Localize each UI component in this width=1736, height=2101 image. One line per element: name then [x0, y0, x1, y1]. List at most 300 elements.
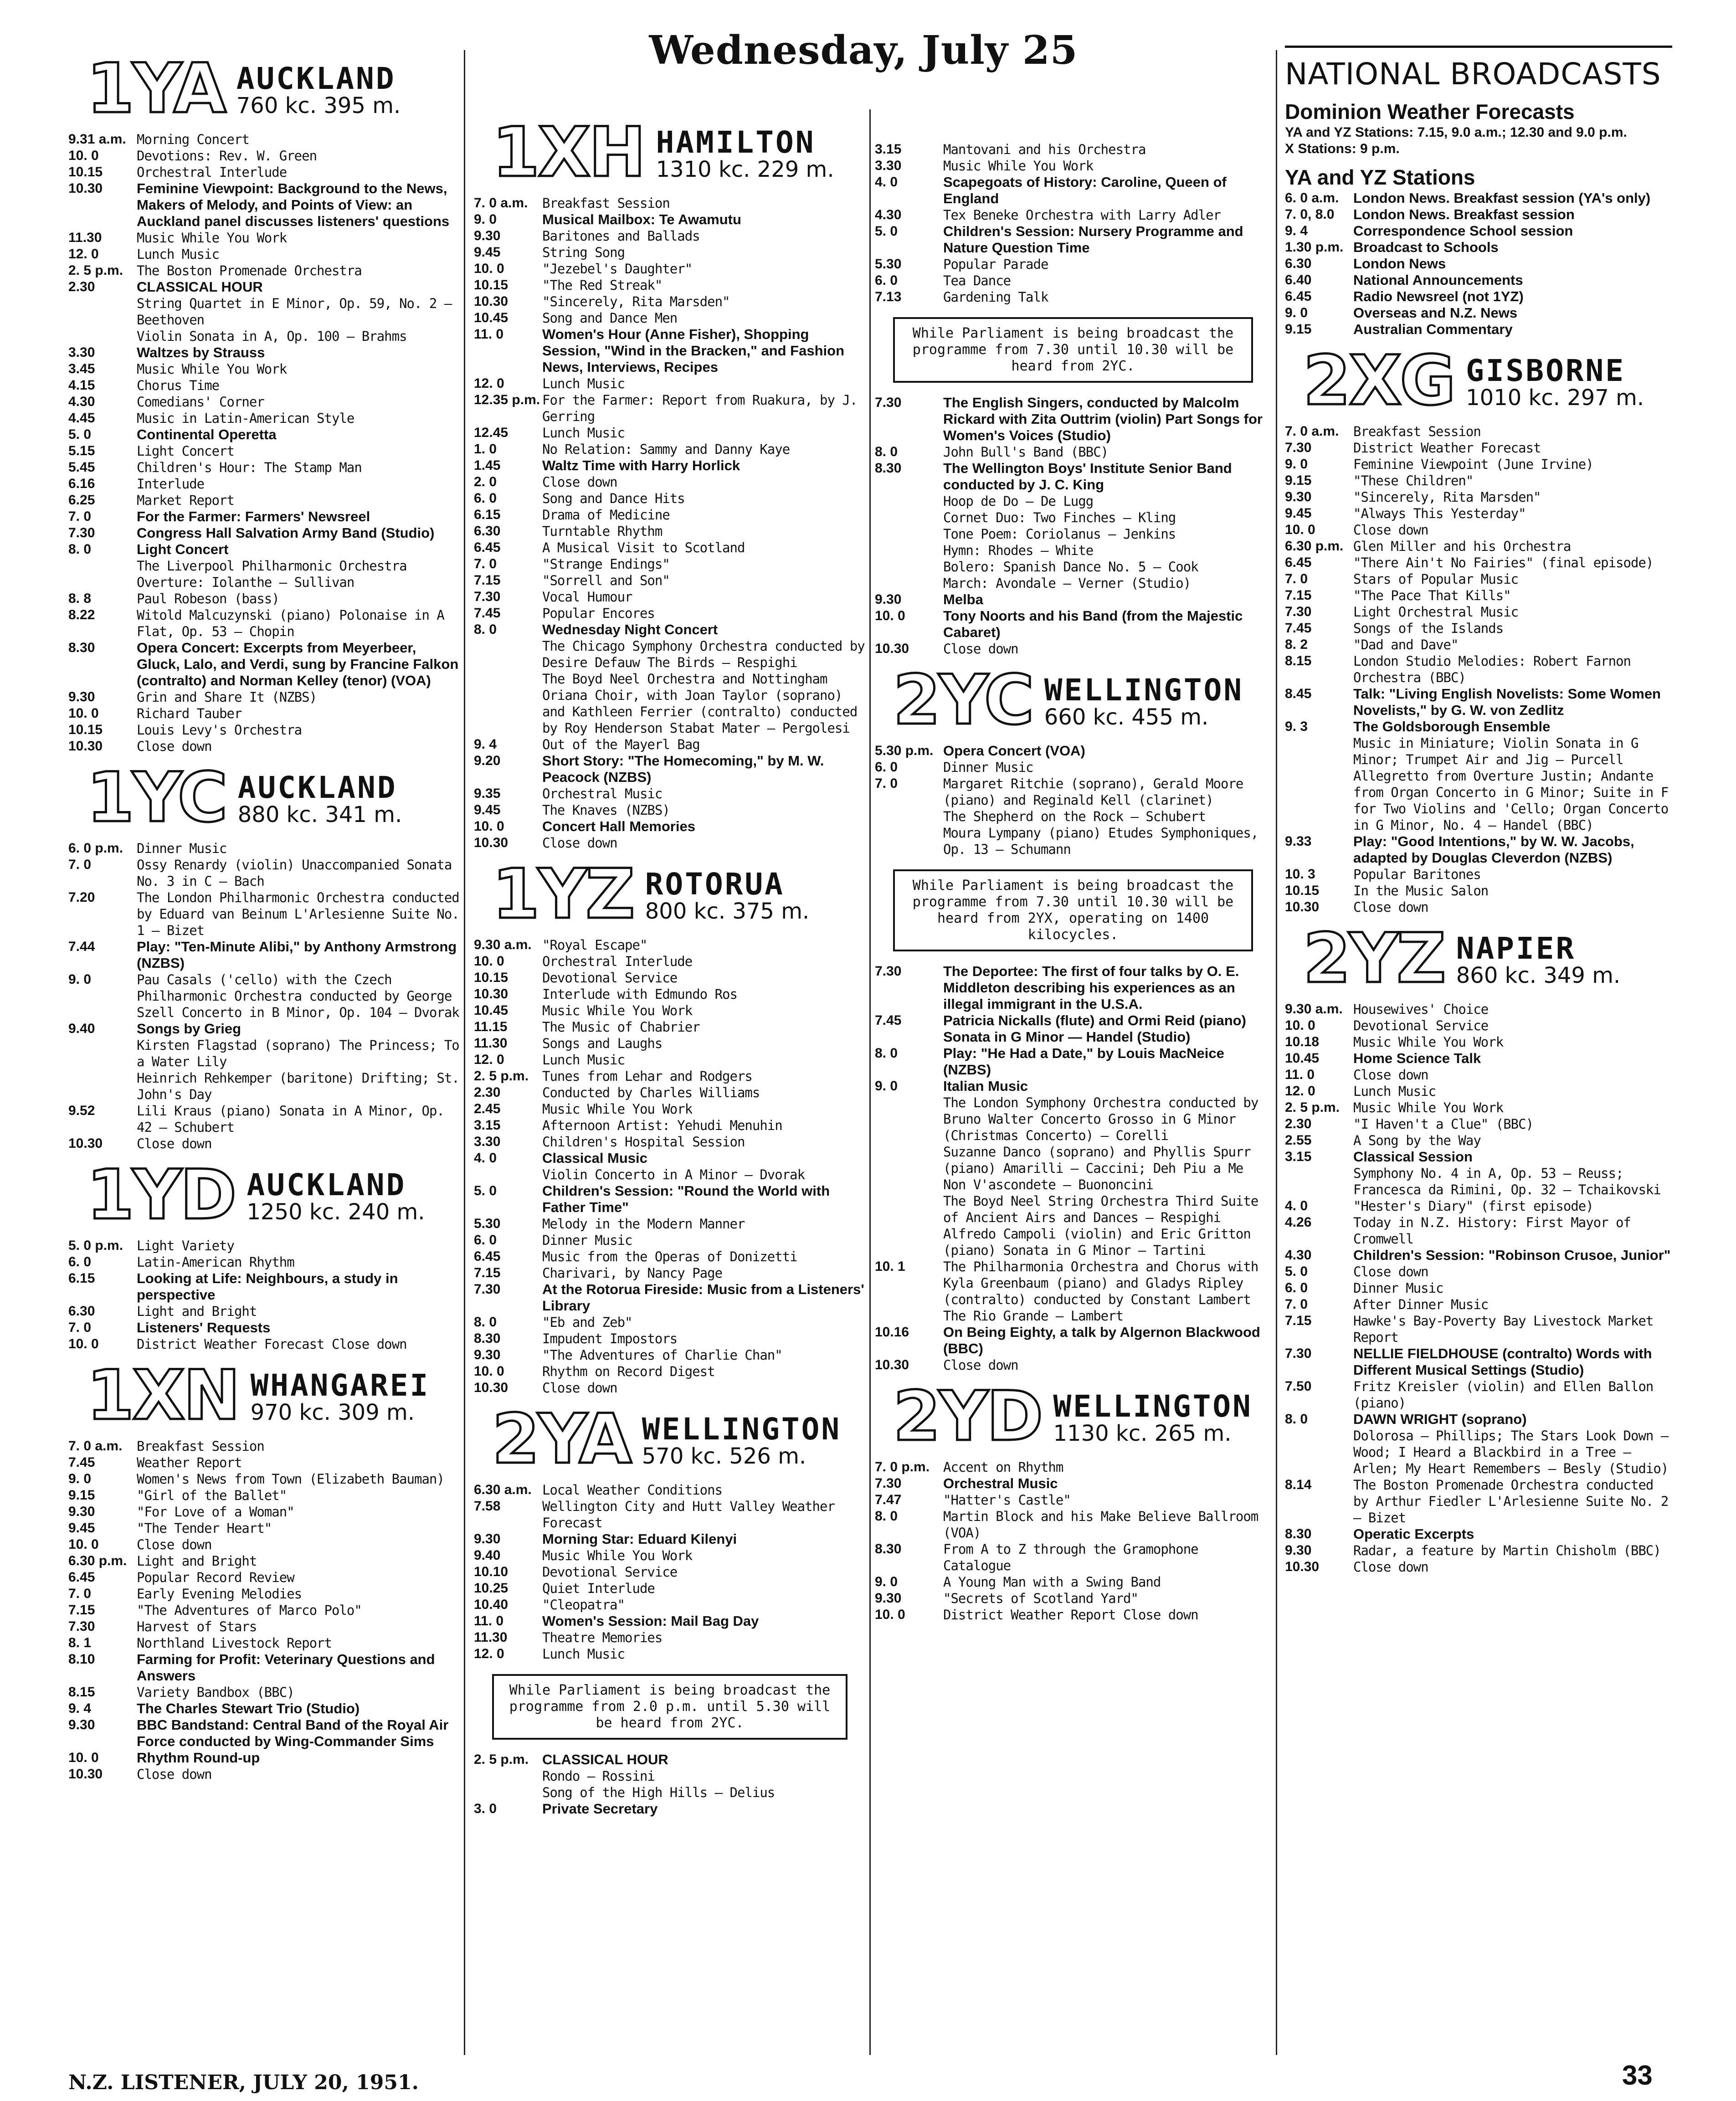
programme-title: Devotional Service — [542, 1564, 678, 1580]
programme-entry — [875, 223, 1271, 256]
programme-entry — [474, 835, 866, 851]
programme-time: 10.16 — [875, 1325, 909, 1340]
programme-entry — [474, 937, 866, 953]
programme-time: 4.30 — [875, 207, 902, 222]
programme-entry — [1285, 555, 1672, 571]
programme-title: Stars of Popular Music — [1353, 571, 1519, 587]
programme-entry — [875, 460, 1271, 493]
programme-title: Orchestral Interlude — [542, 954, 693, 969]
programme-entry — [1285, 1559, 1672, 1575]
programme-title: Moura Lympany (piano) Etudes Symphoniques, Op. 13 — Schumann — [943, 825, 1258, 857]
programme-title: Devotional Service — [1353, 1018, 1489, 1033]
programme-title: Continental Operetta — [137, 426, 277, 442]
programme-entry — [875, 395, 1271, 444]
programme-entry — [875, 1259, 1271, 1324]
programme-title: Dinner Music — [1353, 1280, 1443, 1296]
station-frequency: 1250 kc. 240 m. — [247, 1199, 425, 1225]
programme-entry — [474, 1498, 866, 1531]
programme-time: 11.15 — [474, 1019, 508, 1034]
programme-title: Lunch Music — [542, 376, 625, 391]
programme-entry — [1285, 653, 1672, 686]
programme-title: Close down — [1353, 1264, 1428, 1279]
programme-title: "Sincerely, Rita Marsden" — [542, 294, 730, 309]
programme-time: 7.15 — [474, 573, 501, 588]
programme-time: 9. 3 — [1285, 719, 1308, 734]
programme-title: Women's Session: Mail Bag Day — [542, 1613, 759, 1629]
programme-title: Melody in the Modern Manner — [542, 1216, 745, 1232]
programme-entry — [474, 211, 866, 228]
station-callsign: 1XN — [87, 1356, 239, 1435]
programme-entry — [474, 1613, 866, 1629]
programme-entry — [474, 507, 866, 523]
programme-time: 10.30 — [68, 1767, 103, 1782]
national-entry — [1285, 305, 1672, 321]
programme-time: 9. 0 — [875, 1079, 898, 1094]
programme-time: 6.30 a.m. — [474, 1482, 532, 1497]
programme-entry — [474, 1330, 866, 1347]
programme-time — [474, 671, 542, 736]
programme-title: Violin Sonata in A, Op. 100 — Brahms — [137, 329, 407, 344]
programme-entry — [474, 1265, 866, 1281]
programme-entry — [875, 825, 1271, 858]
programme-time: 7.30 — [474, 1282, 501, 1297]
station-city: AUCKLAND — [247, 1167, 406, 1202]
programme-title: Light Concert — [137, 443, 234, 459]
station-callsign: 2YC — [893, 661, 1032, 740]
programme-entry — [875, 808, 1271, 825]
programme-time: 10.30 — [875, 641, 909, 656]
programme-entry — [474, 1768, 866, 1784]
programme-time: 5. 0 — [875, 224, 898, 239]
programme-time: 6.15 — [68, 1271, 95, 1286]
programme-time: 9.30 — [68, 1717, 95, 1732]
programme-title: Devotions: Rev. W. Green — [137, 148, 317, 164]
programme-title: Children's Session: Nursery Programme and Nature Question Time — [943, 223, 1243, 256]
programme-time: 12.45 — [474, 425, 508, 440]
programme-time: 9.30 — [474, 228, 501, 243]
programme-time: 6.30 p.m. — [1285, 539, 1344, 554]
programme-title: Light and Bright — [137, 1553, 257, 1569]
programme-entry — [1285, 1280, 1672, 1296]
programme-title: Women's Hour (Anne Fisher), Shopping Session, "Wind in the Bracken," and Fashion News, Interviews, Recipes — [542, 326, 845, 375]
programme-entry — [474, 1166, 866, 1183]
programme-time: 10. 0 — [68, 148, 99, 163]
programme-time — [68, 328, 137, 344]
programme-time: 9.30 — [474, 1531, 501, 1546]
programme-time: 5. 0 — [474, 1183, 497, 1198]
programme-entry — [68, 476, 460, 492]
station-callsign: 2YA — [492, 1400, 630, 1479]
station-header — [87, 1356, 460, 1435]
programme-title: The Music of Chabrier — [542, 1019, 700, 1035]
programme-time: 2. 5 p.m. — [68, 263, 123, 278]
station-frequency: 970 kc. 309 m. — [250, 1400, 415, 1425]
programme-entry — [474, 622, 866, 638]
programme-entry — [474, 1314, 866, 1330]
programme-time: 7.45 — [68, 1455, 95, 1470]
programme-entry — [1285, 866, 1672, 883]
programme-entry — [474, 277, 866, 293]
programme-entry — [68, 1021, 460, 1037]
programme-time — [875, 1193, 943, 1226]
programme-time: 6.30 p.m. — [68, 1553, 127, 1568]
programme-entry — [875, 759, 1271, 776]
station-info — [1053, 1389, 1253, 1451]
programme-title: Children's Session: "Round the World with Father Time" — [542, 1183, 830, 1215]
programme-time: 6.25 — [68, 493, 95, 508]
programme-title: Harvest of Stars — [137, 1619, 257, 1634]
programme-time — [875, 542, 943, 559]
programme-time: 3.30 — [474, 1134, 501, 1149]
programme-time: 8. 0 — [474, 622, 497, 637]
programme-entry — [875, 1045, 1271, 1078]
programme-time: 3.30 — [68, 345, 95, 360]
programme-time: 10. 0 — [1285, 1018, 1315, 1033]
programme-title: Conducted by Charles Williams — [542, 1085, 760, 1100]
programme-entry — [474, 1531, 866, 1547]
programme-title: Close down — [1353, 1559, 1428, 1575]
programme-time: 10. 1 — [875, 1259, 905, 1274]
programme-title: Children's Hour: The Stamp Man — [137, 460, 362, 475]
programme-entry — [474, 818, 866, 835]
programme-title: Close down — [1353, 899, 1428, 915]
station-header — [87, 1156, 460, 1235]
programme-title: Tea Dance — [943, 273, 1011, 288]
programme-entry — [474, 1482, 866, 1498]
programme-title: Rhythm Round-up — [137, 1750, 260, 1766]
programme-entry — [474, 638, 866, 671]
programme-time: 7. 0 — [68, 1320, 92, 1335]
programme-time: 2.30 — [474, 1085, 501, 1100]
programme-title: Orchestral Music — [542, 786, 663, 801]
programme-time — [1285, 1428, 1353, 1477]
station-info — [642, 1414, 841, 1474]
programme-entry — [68, 541, 460, 558]
programme-title: Afternoon Artist: Yehudi Menuhin — [542, 1118, 782, 1133]
parliament-notice: While Parliament is being broadcast the programme from 7.30 until 10.30 will be heard from 2YX, operating on 1400 kilocycles. — [893, 869, 1253, 951]
programme-title: London Studio Melodies: Robert Farnon Orchestra (BBC) — [1353, 653, 1631, 685]
station-city: WELLINGTON — [642, 1412, 842, 1447]
programme-title: At the Rotorua Fireside: Music from a Listeners' Library — [542, 1281, 864, 1314]
programme-time: 8. 0 — [875, 1509, 898, 1524]
programme-time: 7.15 — [1285, 588, 1312, 603]
programme-time: 9.35 — [474, 786, 501, 801]
programme-time: 12. 0 — [474, 1052, 504, 1067]
programme-entry — [1285, 1411, 1672, 1428]
programme-title: Devotional Service — [542, 970, 678, 986]
programme-entry — [875, 1094, 1271, 1144]
programme-title: Popular Record Review — [137, 1570, 294, 1585]
programme-title: Australian Commentary — [1353, 321, 1513, 337]
programme-title: Popular Encores — [542, 606, 655, 621]
programme-time: 10.25 — [474, 1581, 508, 1596]
programme-time: 9.31 a.m. — [68, 132, 126, 147]
programme-title: Baritones and Ballads — [542, 228, 700, 244]
programme-title: Feminine Viewpoint (June Irvine) — [1353, 457, 1593, 472]
programme-time: 7.30 — [875, 1476, 902, 1491]
programme-time: 10.15 — [68, 164, 103, 180]
page-number: 33 — [1622, 2060, 1653, 2091]
programme-time: 9. 0 — [474, 212, 497, 227]
station-frequency: 800 kc. 375 m. — [645, 899, 810, 924]
programme-entry — [68, 1103, 460, 1135]
programme-title: "For Love of a Woman" — [137, 1504, 294, 1520]
programme-entry — [1285, 1542, 1672, 1559]
programme-entry — [875, 963, 1271, 1012]
programme-title: Overseas and N.Z. News — [1353, 305, 1518, 321]
programme-entry — [68, 607, 460, 640]
programme-entry — [1285, 1017, 1672, 1034]
programme-time: 8. 0 — [1285, 1412, 1308, 1427]
national-entry — [1285, 206, 1672, 223]
programme-time: 10. 0 — [875, 608, 905, 623]
programme-time: 12. 0 — [474, 376, 504, 391]
programme-entry — [1285, 1132, 1672, 1149]
programme-title: Music in Miniature; Violin Sonata in G Minor; Trumpet Air and Jig — Purcell — [1353, 735, 1638, 767]
programme-time: 5.30 — [875, 257, 902, 272]
programme-title: Cornet Duo: Two Finches — Kling — [943, 510, 1176, 525]
programme-title: Alfredo Campoli (violin) and Eric Gritton (piano) Sonata in G Minor — Tartini — [943, 1226, 1251, 1258]
programme-time: 7.44 — [68, 939, 95, 954]
programme-title: Symphony No. 4 in A, Op. 53 — Reuss; Francesca da Rimini, Op. 32 — Tchaikovski — [1353, 1166, 1661, 1197]
programme-title: "Sorrell and Son" — [542, 573, 670, 588]
programme-title: "Always This Yesterday" — [1353, 506, 1526, 521]
programme-time: 5. 0 p.m. — [68, 1238, 123, 1253]
programme-time: 8.30 — [68, 640, 95, 655]
programme-entry — [875, 158, 1271, 174]
programme-title: Songs of the Islands — [1353, 621, 1504, 636]
programme-entry — [68, 1569, 460, 1586]
programme-time: 7.30 — [68, 1619, 95, 1634]
programme-time: 7. 0 — [1285, 1297, 1308, 1312]
programme-title: Northland Livestock Report — [137, 1635, 332, 1651]
programme-entry — [875, 1508, 1271, 1541]
programme-time: 8.30 — [875, 1541, 902, 1556]
programme-time: 7.30 — [1285, 1346, 1312, 1361]
programme-title: After Dinner Music — [1353, 1297, 1489, 1312]
programme-title: A Musical Visit to Scotland — [542, 540, 745, 555]
programme-entry — [68, 1320, 460, 1336]
programme-time: 8. 0 — [474, 1315, 497, 1330]
programme-entry — [1285, 489, 1672, 505]
programme-title: Quiet Interlude — [542, 1581, 655, 1596]
programme-title: The Knaves (NZBS) — [542, 802, 670, 818]
programme-entry — [1285, 1264, 1672, 1280]
programme-title: Market Report — [137, 493, 234, 508]
programme-time: 10.30 — [474, 835, 508, 850]
programme-entry — [68, 1037, 460, 1070]
programme-entry — [474, 441, 866, 457]
programme-title: BBC Bandstand: Central Band of the Royal Air Force conducted by Wing-Commander Sims — [137, 1717, 449, 1749]
programme-entry — [1285, 1116, 1672, 1132]
programme-entry — [875, 776, 1271, 808]
programme-time — [875, 1094, 943, 1144]
programme-time — [68, 1037, 137, 1070]
programme-time: 7.45 — [1285, 621, 1312, 636]
programme-title: Paul Robeson (bass) — [137, 591, 279, 606]
programme-time: 8.15 — [68, 1685, 95, 1700]
station-callsign: 1YC — [87, 758, 226, 837]
programme-entry — [875, 608, 1271, 641]
programme-entry — [68, 640, 460, 689]
programme-entry — [474, 1547, 866, 1564]
programme-time: 8.14 — [1285, 1477, 1312, 1492]
programme-entry — [875, 542, 1271, 559]
programme-entry — [875, 272, 1271, 289]
programme-time: 10.40 — [474, 1597, 508, 1612]
programme-entry — [68, 1520, 460, 1536]
programme-time: 10. 3 — [1285, 867, 1315, 882]
programme-title: Dinner Music — [137, 841, 227, 856]
programme-time: 12.35 p.m. — [474, 392, 540, 407]
programme-time: 6.30 — [68, 1304, 95, 1319]
programme-entry — [68, 1270, 460, 1303]
programme-title: Pau Casals ('cello) with the Czech Philharmonic Orchestra conducted by George Szell Concerto in B Minor, Op. 104 — Dvorak — [137, 972, 459, 1020]
programme-time: 2. 5 p.m. — [474, 1752, 529, 1767]
programme-title: Close down — [137, 1136, 212, 1151]
programme-entry — [1285, 440, 1672, 456]
programme-time: 4. 0 — [875, 175, 898, 190]
programme-entry — [68, 971, 460, 1021]
programme-title: Orchestral Music — [943, 1475, 1058, 1491]
programme-entry — [474, 228, 866, 244]
programme-title: Listeners' Requests — [137, 1320, 271, 1336]
programme-entry — [68, 1553, 460, 1569]
programme-time: 4.30 — [1285, 1248, 1312, 1263]
programme-title: Correspondence School session — [1353, 223, 1573, 239]
programme-title: "The Adventures of Marco Polo" — [137, 1603, 362, 1618]
programme-entry — [68, 394, 460, 410]
programme-entry — [1285, 473, 1672, 489]
station-callsign: 1YD — [87, 1156, 235, 1235]
national-entry — [1285, 190, 1672, 206]
programme-time: 10.30 — [474, 1380, 508, 1395]
programme-entry — [474, 605, 866, 622]
programme-title: Rondo — Rossini — [542, 1768, 655, 1784]
programme-title: Classical Music — [542, 1150, 647, 1166]
programme-time: 9.52 — [68, 1103, 95, 1118]
programme-time: 9.45 — [68, 1521, 95, 1536]
ya-yz-stations-title: YA and YZ Stations — [1285, 165, 1475, 189]
programme-time — [68, 295, 137, 328]
programme-entry — [1285, 522, 1672, 538]
programme-title: From A to Z through the Gramophone Catalogue — [943, 1541, 1198, 1573]
station-header — [1303, 919, 1672, 998]
programme-time: 6.30 — [1285, 256, 1312, 271]
programme-entry — [474, 802, 866, 818]
programme-entry — [68, 1766, 460, 1783]
programme-entry — [68, 705, 460, 722]
station-frequency: 1310 kc. 229 m. — [656, 157, 834, 182]
programme-title: Children's Session: "Robinson Crusoe, Junior" — [1353, 1247, 1671, 1263]
programme-entry — [1285, 899, 1672, 915]
programme-time: 10.45 — [474, 1003, 508, 1018]
programme-time: 6.40 — [1285, 272, 1312, 288]
programme-entry — [474, 1183, 866, 1216]
programme-title: Farming for Profit: Veterinary Questions and Answers — [137, 1651, 435, 1684]
programme-time: 7. 0 a.m. — [1285, 424, 1339, 439]
programme-entry — [1285, 587, 1672, 604]
programme-title: Broadcast to Schools — [1353, 239, 1499, 255]
page-title: Wednesday, July 25 — [649, 27, 1078, 73]
column-divider — [464, 50, 465, 2055]
programme-entry — [875, 1144, 1271, 1193]
programme-time: 12. 0 — [474, 1646, 504, 1661]
programme-entry — [68, 840, 460, 857]
programme-title: Morning Star: Eduard Kilenyi — [542, 1531, 737, 1547]
programme-time: 10. 0 — [68, 706, 99, 721]
programme-title: Accent on Rhythm — [943, 1459, 1063, 1475]
programme-title: London News. Breakfast session (YA's only) — [1353, 190, 1651, 206]
programme-title: "Secrets of Scotland Yard" — [943, 1591, 1138, 1606]
programme-time: 2.30 — [1285, 1116, 1312, 1131]
programme-title: Scapegoats of History: Caroline, Queen of England — [943, 174, 1227, 206]
programme-entry — [474, 244, 866, 261]
programme-time: 10.15 — [474, 970, 508, 985]
programme-time — [474, 638, 542, 671]
programme-title: Hawke's Bay-Poverty Bay Livestock Market Report — [1353, 1313, 1654, 1345]
programme-title: The Philharmonia Orchestra and Chorus with Kyla Greenbaum (piano) and Gladys Ripley (contralto) conducted by Constant Lambert The Rio Grande — Lambert — [943, 1259, 1258, 1324]
weather-forecasts-title: Dominion Weather Forecasts — [1285, 100, 1575, 123]
programme-title: Children's Hospital Session — [542, 1134, 745, 1150]
programme-title: Interlude — [137, 476, 205, 492]
programme-title: Music While You Work — [943, 158, 1094, 174]
station-city: GISBORNE — [1466, 353, 1626, 388]
programme-title: Private Secretary — [542, 1801, 658, 1817]
programme-entry — [1285, 735, 1672, 768]
programme-entry — [474, 1597, 866, 1613]
programme-title: "Girl of the Ballet" — [137, 1488, 287, 1503]
programme-entry — [474, 1801, 866, 1817]
programme-title: Musical Mailbox: Te Awamutu — [542, 211, 741, 227]
programme-entry — [474, 1150, 866, 1166]
programme-title: "Sincerely, Rita Marsden" — [1353, 489, 1541, 505]
programme-time: 10. 0 — [474, 261, 504, 276]
programme-title: Dinner Music — [943, 760, 1033, 775]
programme-time — [474, 1784, 542, 1801]
programme-title: Feminine Viewpoint: Background to the News, Makers of Melody, and Points of View: an Auckland panel discusses listeners' questions — [137, 180, 450, 229]
programme-entry — [68, 279, 460, 295]
programme-title: Close down — [542, 1380, 617, 1396]
programme-title: Mantovani and his Orchestra — [943, 142, 1146, 157]
programme-time: 8.22 — [68, 607, 95, 622]
programme-title: The Goldsborough Ensemble — [1353, 719, 1551, 735]
programme-entry — [68, 1454, 460, 1471]
programme-entry — [1285, 505, 1672, 522]
station-info — [250, 1368, 430, 1430]
programme-entry — [1285, 1378, 1672, 1411]
programme-entry — [875, 1590, 1271, 1607]
programme-time: 10.30 — [1285, 1559, 1320, 1574]
station-callsign: 1XH — [492, 113, 644, 192]
programme-entry — [68, 180, 460, 230]
programme-title: Music While You Work — [542, 1003, 693, 1018]
programme-entry — [474, 753, 866, 786]
programme-time: 2. 5 p.m. — [474, 1068, 529, 1084]
programme-time: 3.15 — [474, 1118, 501, 1133]
programme-time: 7. 0 p.m. — [875, 1459, 930, 1474]
programme-time: 2.30 — [68, 279, 95, 294]
programme-entry — [68, 1504, 460, 1520]
programme-title: Classical Session — [1353, 1149, 1473, 1165]
programme-entry — [1285, 538, 1672, 555]
programme-time: 12. 0 — [1285, 1084, 1315, 1099]
programme-title: Close down — [943, 641, 1018, 657]
programme-title: No Relation: Sammy and Danny Kaye — [542, 442, 790, 457]
station-info — [656, 125, 834, 187]
programme-entry — [68, 262, 460, 279]
programme-entry — [68, 1750, 460, 1766]
